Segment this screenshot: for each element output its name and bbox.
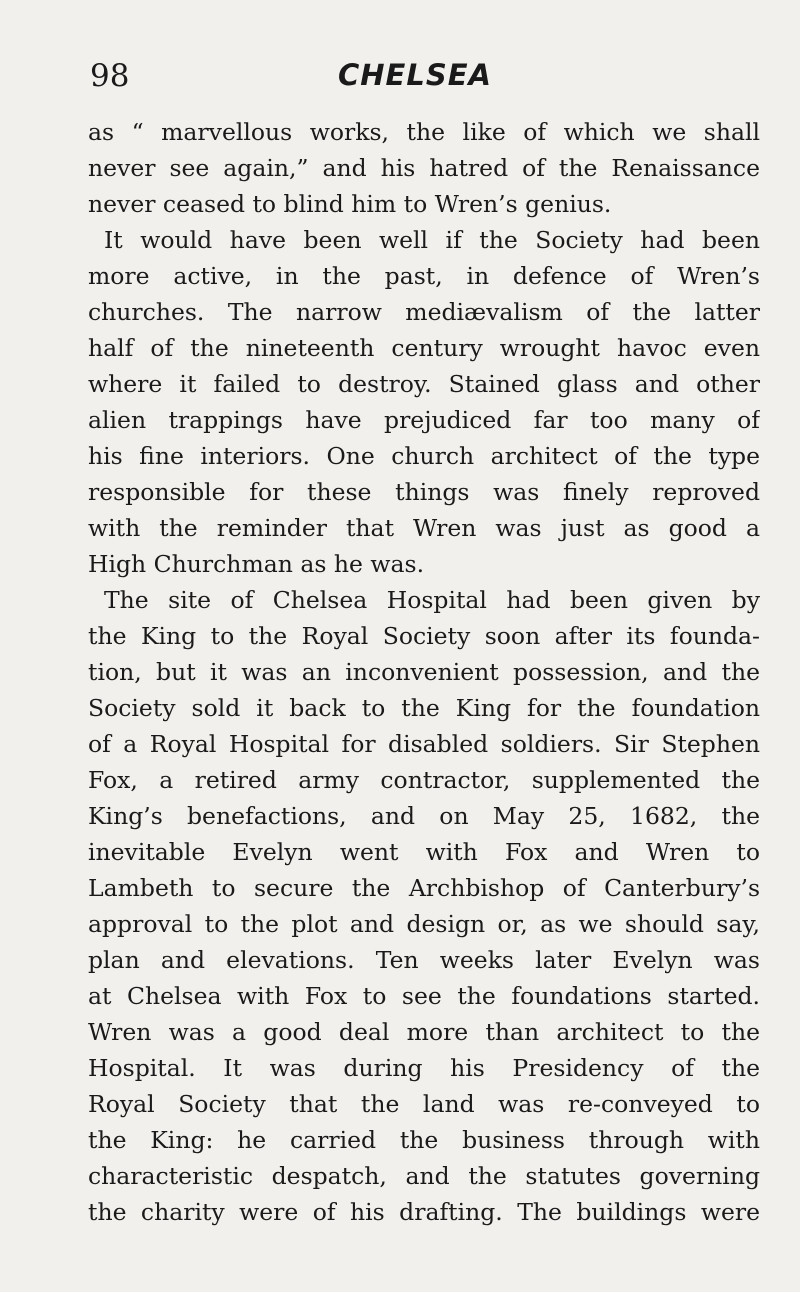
text-line: inevitable Evelyn went with Fox and Wren to — [88, 838, 760, 866]
text-line: as “ marvellous works, the like of which we shall — [88, 118, 760, 146]
text-line: churches. The narrow mediævalism of the latter — [88, 298, 760, 326]
running-title: CHELSEA — [338, 58, 492, 92]
text-line: characteristic despatch, and the statutes governing — [88, 1162, 760, 1190]
text-line: alien trappings have prejudiced far too many of — [88, 406, 760, 434]
text-line: approval to the plot and design or, as we should say, — [88, 910, 760, 938]
text-line: his fine interiors. One church architect of the type — [88, 442, 760, 470]
text-line: plan and elevations. Ten weeks later Evelyn was — [88, 946, 760, 974]
text-line: Lambeth to secure the Archbishop of Canterbury’s — [88, 874, 760, 902]
text-line: the charity were of his drafting. The buildings were — [88, 1198, 760, 1226]
text-line: half of the nineteenth century wrought havoc even — [88, 334, 760, 362]
text-line: with the reminder that Wren was just as good a — [88, 514, 760, 542]
text-line: never see again,” and his hatred of the Renaissance — [88, 154, 760, 182]
page-header — [90, 58, 730, 98]
text-line: The site of Chelsea Hospital had been given by — [104, 586, 760, 614]
text-line: at Chelsea with Fox to see the foundations started. — [88, 982, 760, 1010]
text-line: never ceased to blind him to Wren’s genius. — [88, 190, 612, 218]
body-text — [88, 114, 760, 1230]
text-line: tion, but it was an inconvenient possession, and the — [88, 658, 760, 686]
text-line: where it failed to destroy. Stained glass and other — [88, 370, 760, 398]
text-line: High Churchman as he was. — [88, 550, 425, 578]
text-line: responsible for these things was finely reproved — [88, 478, 760, 506]
text-line: Hospital. It was during his Presidency of the — [88, 1054, 760, 1082]
text-line: Wren was a good deal more than architect to the — [88, 1018, 760, 1046]
text-line: more active, in the past, in defence of Wren’s — [88, 262, 760, 290]
page-number: 98 — [90, 58, 130, 94]
text-line: the King to the Royal Society soon after its founda- — [88, 622, 760, 650]
text-line: It would have been well if the Society had been — [104, 226, 760, 254]
text-line: Fox, a retired army contractor, supplemented the — [88, 766, 760, 794]
text-line: Royal Society that the land was re-conveyed to — [88, 1090, 760, 1118]
text-line: King’s benefactions, and on May 25, 1682, the — [88, 802, 760, 830]
text-line: the King: he carried the business through with — [88, 1126, 760, 1154]
text-line: Society sold it back to the King for the foundation — [88, 694, 760, 722]
text-line: of a Royal Hospital for disabled soldiers. Sir Stephen — [88, 730, 760, 758]
